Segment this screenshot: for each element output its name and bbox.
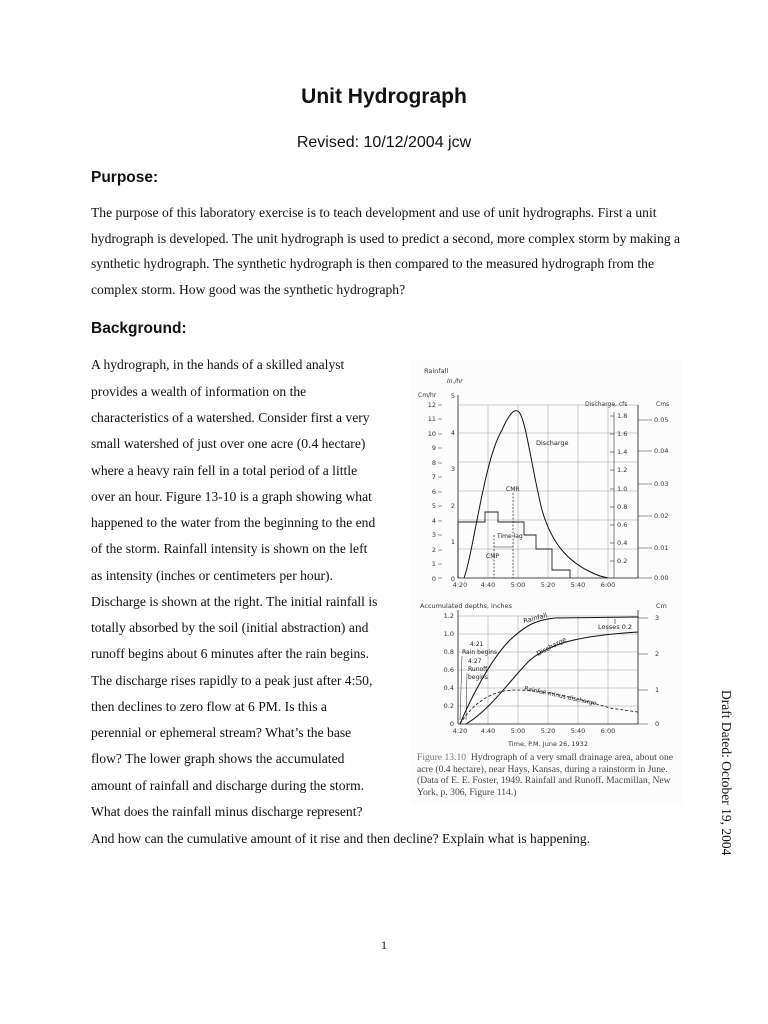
cmhr-tick: 0 [431, 575, 436, 583]
cms-tick: 0.00 [654, 574, 669, 582]
background-line: small watershed of just over one acre (0.4 hectare) [91, 436, 366, 451]
discharge-curve-label: Discharge [536, 439, 569, 447]
cm-axis-label: Cm [656, 602, 667, 610]
background-line: where a heavy rain fell in a total period of a little [91, 463, 358, 478]
top-graph [418, 367, 669, 589]
background-line: totally absorbed by the soil (initial abstraction) and [91, 620, 369, 635]
purpose-heading: Purpose: [91, 169, 159, 186]
bottom-x-tick: 5:20 [540, 727, 556, 735]
cms-tick: 0.03 [654, 480, 669, 488]
cmhr-tick: 11 [427, 415, 436, 423]
background-last-line: And how can the cumulative amount of it rise and then decline? Explain what is happening. [91, 831, 591, 846]
anno-rain-begins: Rain begins [462, 649, 497, 656]
cfs-tick: 1.6 [617, 430, 628, 438]
inhr-tick: 2 [450, 502, 455, 510]
cm-tick: 3 [655, 614, 660, 622]
figure-caption-text: Hydrograph of a very small drainage area, about one acre (0.4 hectare), near Hays, Kansas, during a rainstorm in June. (Data of E. E. Foster, 1949. Rainfall and Runoff. Macmillan, New York, p. 306, Figure 114.) [417, 752, 674, 798]
cms-tick: 0.04 [654, 447, 669, 455]
inhr-axis-label: In./hr [447, 378, 463, 385]
cmhr-tick: 8 [431, 459, 436, 467]
acc-discharge-label: Discharge [535, 635, 568, 658]
discharge-cfs-label: Discharge, cfs [585, 401, 628, 408]
background-line: over an hour. Figure 13-10 is a graph showing what [91, 489, 372, 504]
revision-date: Revised: 10/12/2004 jcw [296, 134, 472, 151]
cmhr-tick: 7 [431, 473, 436, 481]
in-tick: 0 [449, 720, 454, 728]
background-line: characteristics of a watershed. Consider first a very [91, 410, 370, 425]
cm-tick: 2 [655, 650, 660, 658]
background-line: runoff begins about 6 minutes after the rain begins. [91, 646, 369, 661]
cmhr-tick: 5 [431, 502, 436, 510]
background-line: amount of rainfall and discharge during the storm. [91, 778, 365, 793]
anno-begins: begins [468, 674, 488, 681]
in-tick: 0.2 [443, 702, 454, 710]
figure-caption-label: Figure 13.10 [417, 752, 467, 763]
cms-tick: 0.05 [654, 416, 669, 424]
cmhr-tick: 2 [431, 546, 436, 554]
hydrograph-graphic [410, 360, 682, 805]
background-line: happened to the water from the beginning to the end [91, 515, 376, 530]
rainfall-histogram [458, 512, 570, 578]
cfs-tick: 1.8 [617, 412, 628, 420]
inhr-tick: 4 [450, 429, 455, 437]
bottom-x-tick: 4:40 [480, 727, 496, 735]
cmhr-tick: 1 [431, 560, 436, 568]
rain-minus-discharge-label: Rainfall minus discharge [523, 685, 598, 708]
in-tick: 1.2 [443, 612, 454, 620]
cmhr-tick: 9 [431, 444, 436, 452]
cms-label: Cms [656, 401, 670, 408]
page-number: 1 [381, 938, 387, 952]
background-line: Discharge is shown at the right. The initial rainfall is [91, 594, 378, 609]
time-lag-label: Time lag [497, 533, 523, 540]
cmp-label: CMP [486, 553, 499, 560]
cm-tick: 1 [655, 686, 660, 694]
cmr-label: CMR [506, 486, 520, 493]
background-line: then declines to zero flow at 6 PM. Is this a [91, 699, 327, 714]
cms-tick: 0.02 [654, 512, 669, 520]
cfs-tick: 0.2 [617, 557, 628, 565]
inhr-tick: 1 [450, 538, 455, 546]
page-title: Unit Hydrograph [301, 85, 467, 108]
in-tick: 0.8 [443, 648, 454, 656]
cfs-tick: 1.2 [617, 466, 628, 474]
draft-date-label: Draft Dated: October 19, 2004 [719, 690, 734, 856]
hydrograph-figure [410, 360, 682, 805]
background-line: as intensity (inches or centimeters per hour). [91, 568, 333, 583]
background-line: provides a wealth of information on the [91, 384, 307, 399]
bottom-x-label: Time, P.M. June 26, 1932 [508, 740, 588, 748]
bottom-x-tick: 5:00 [510, 727, 526, 735]
anno-time-421: 4:21 [470, 641, 484, 648]
cfs-tick: 1.0 [617, 485, 628, 493]
background-line: flow? The lower graph shows the accumulated [91, 751, 345, 766]
cmhr-tick: 10 [427, 430, 436, 438]
bottom-x-tick: 4:20 [452, 727, 468, 735]
background-line: A hydrograph, in the hands of a skilled analyst [91, 357, 345, 372]
cm-tick: 0 [655, 720, 660, 728]
in-tick: 0.4 [443, 684, 454, 692]
bottom-graph [420, 602, 667, 748]
inhr-tick: 5 [450, 392, 455, 400]
cfs-tick: 1.4 [617, 448, 628, 456]
cmhr-tick: 12 [427, 401, 436, 409]
top-x-tick: 6:00 [600, 581, 616, 589]
background-line: What does the rainfall minus discharge represent? [91, 804, 363, 819]
top-x-tick: 4:20 [452, 581, 468, 589]
cms-tick: 0.01 [654, 544, 669, 552]
rainfall-axis-label: Rainfall [424, 367, 449, 375]
top-x-tick: 5:00 [510, 581, 526, 589]
cfs-tick: 0.6 [617, 521, 628, 529]
cmhr-axis-label: Cm/hr [418, 392, 437, 399]
anno-runoff: Runoff [468, 666, 488, 673]
acc-rainfall-label: Rainfall [522, 611, 548, 625]
acc-depths-label: Accumulated depths, inches [420, 602, 513, 610]
top-x-tick: 5:20 [540, 581, 556, 589]
in-tick: 1.0 [443, 630, 454, 638]
cfs-tick: 0.8 [617, 503, 628, 511]
bottom-x-tick: 5:40 [570, 727, 586, 735]
inhr-tick: 0 [450, 575, 455, 583]
losses-label: Losses 0.2 [598, 623, 633, 631]
purpose-paragraph: The purpose of this laboratory exercise is to teach development and use of unit hydrographs. First a unit hydrograph is developed. The unit hydrograph is used to predict a second, more complex storm by making a synthetic hydrograph. The synthetic hydrograph is then compared to the measured hydrograph from the complex storm. How good was the synthetic hydrograph? [91, 205, 681, 297]
top-x-tick: 4:40 [480, 581, 496, 589]
inhr-tick: 3 [450, 465, 455, 473]
background-line: perennial or ephemeral stream? What’s the base [91, 725, 352, 740]
cmhr-tick: 4 [431, 517, 436, 525]
figure-caption [417, 752, 679, 798]
background-line: The discharge rises rapidly to a peak just after 4:50, [91, 673, 373, 688]
in-tick: 0.6 [443, 666, 454, 674]
cmhr-tick: 6 [431, 488, 436, 496]
cmhr-tick: 3 [431, 531, 436, 539]
anno-time-427: 4:27 [468, 658, 482, 665]
background-line: of the storm. Rainfall intensity is shown on the left [91, 541, 368, 556]
background-heading: Background: [91, 320, 187, 337]
bottom-x-tick: 6:00 [600, 727, 616, 735]
top-x-tick: 5:40 [570, 581, 586, 589]
cfs-tick: 0.4 [617, 539, 628, 547]
